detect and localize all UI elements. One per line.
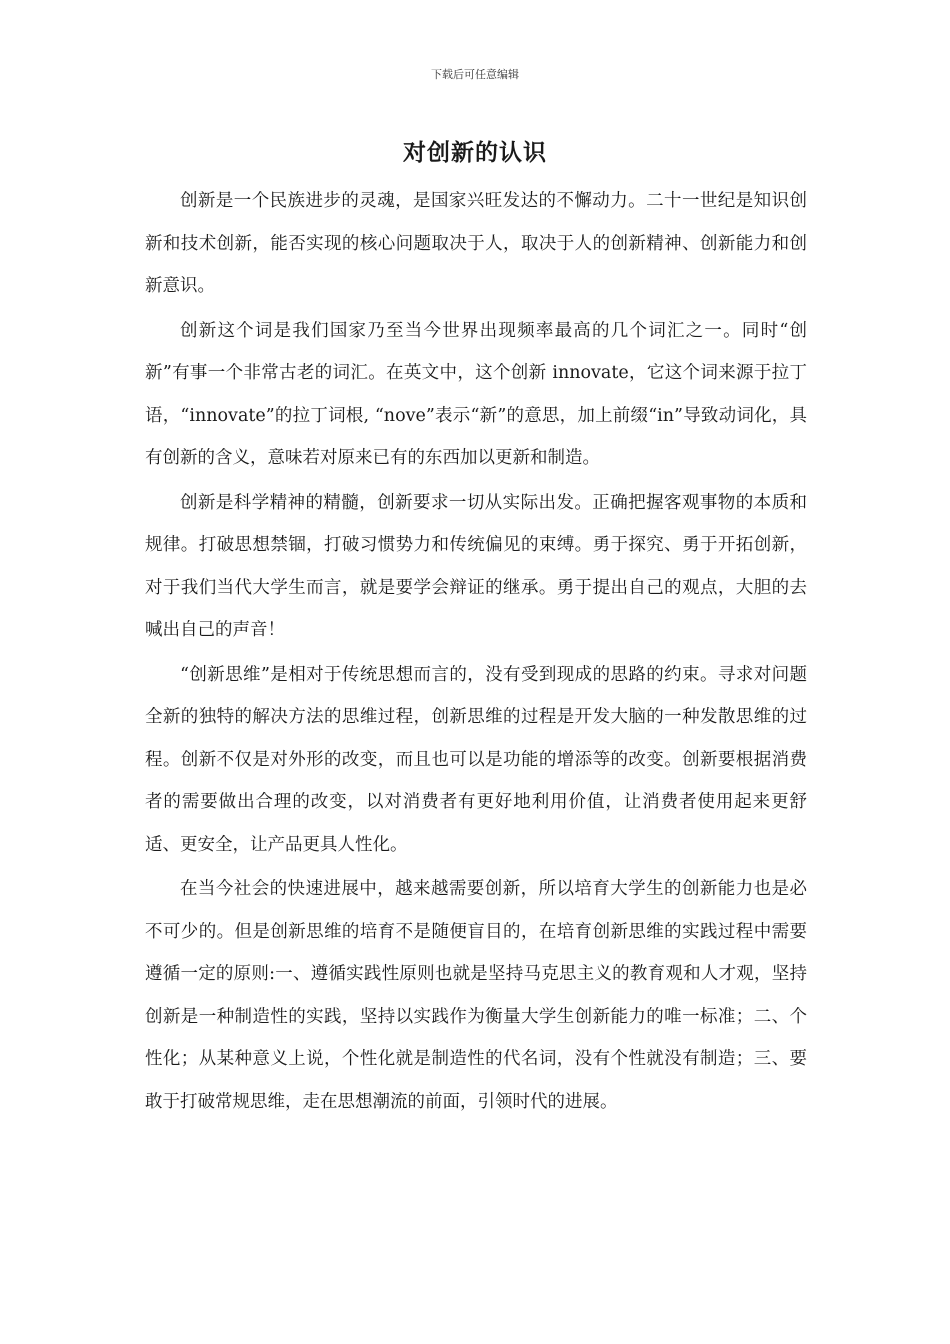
document-body xyxy=(145,180,807,1125)
header-note: 下载后可任意编辑 xyxy=(431,68,519,81)
document-title: 对创新的认识 xyxy=(403,140,547,166)
paragraph-3: 创新是科学精神的精髓，创新要求一切从实际出发。正确把握客观事物的本质和规律。打破思想禁锢，打破习惯势力和传统偏见的束缚。勇于探究、勇于开拓创新，对于我们当代大学生而言，就是要学会辩证的继承。勇于提出自己的观点，大胆的去喊出自己的声音！ xyxy=(145,492,807,640)
paragraph-2: 创新这个词是我们国家乃至当今世界出现频率最高的几个词汇之一。同时“创新”有事一个非常古老的词汇。在英文中，这个创新 innovate，它这个词来源于拉丁语，“innovate”的拉丁词根, “nove”表示“新”的意思，加上前缀“in”导致动词化，具有创新的含义，意味若对原来已有的东西加以更新和制造。 xyxy=(145,320,807,468)
paragraph-5: 在当今社会的快速进展中，越来越需要创新，所以培育大学生的创新能力也是必不可少的。但是创新思维的培育不是随便盲目的，在培育创新思维的实践过程中需要遵循一定的原则:一、遵循实践性原则也就是坚持马克思主义的教育观和人才观，坚持创新是一种制造性的实践，坚持以实践作为衡量大学生创新能力的唯一标准；二、个性化；从某种意义上说，个性化就是制造性的代名词，没有个性就没有制造；三、要敢于打破常规思维，走在思想潮流的前面，引领时代的进展。 xyxy=(145,879,807,1112)
paragraph-4: “创新思维”是相对于传统思想而言的，没有受到现成的思路的约束。寻求对问题全新的独特的解决方法的思维过程，创新思维的过程是开发大脑的一种发散思维的过程。创新不仅是对外形的改变，而且也可以是功能的增添等的改变。创新要根据消费者的需要做出合理的改变，以对消费者有更好地利用价值，让消费者使用起来更舒适、更安全，让产品更具人性化。 xyxy=(145,664,807,855)
paragraph-1: 创新是一个民族进步的灵魂，是国家兴旺发达的不懈动力。二十一世纪是知识创新和技术创新，能否实现的核心问题取决于人，取决于人的创新精神、创新能力和创新意识。 xyxy=(145,191,807,296)
